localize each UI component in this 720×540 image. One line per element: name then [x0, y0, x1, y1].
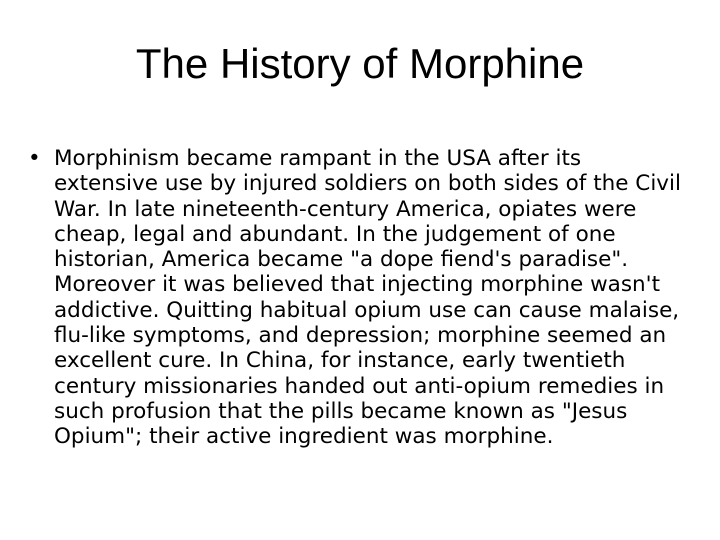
- slide-title: The History of Morphine: [135, 40, 585, 87]
- bullet-item: [0, 146, 720, 450]
- bullet-list: [0, 146, 720, 450]
- bullet-text: Morphinism became rampant in the USA after its extensive use by injured soldiers on both sides of the Civil War. In late nineteenth-century America, opiates were cheap, legal and abundant. In the judgement of one historian, America became "a dope fiend's paradise". Moreover it was believed that injecting morphine wasn't addictive. Quitting habitual opium use can cause malaise, flu-like symptoms, and depression; morphine seemed an excellent cure. In China, for instance, early twentieth century missionaries handed out anti-opium remedies in such profusion that the pills became known as "Jesus Opium"; their active ingredient was morphine.: [54, 146, 681, 450]
- bullet-marker: •: [28, 146, 41, 171]
